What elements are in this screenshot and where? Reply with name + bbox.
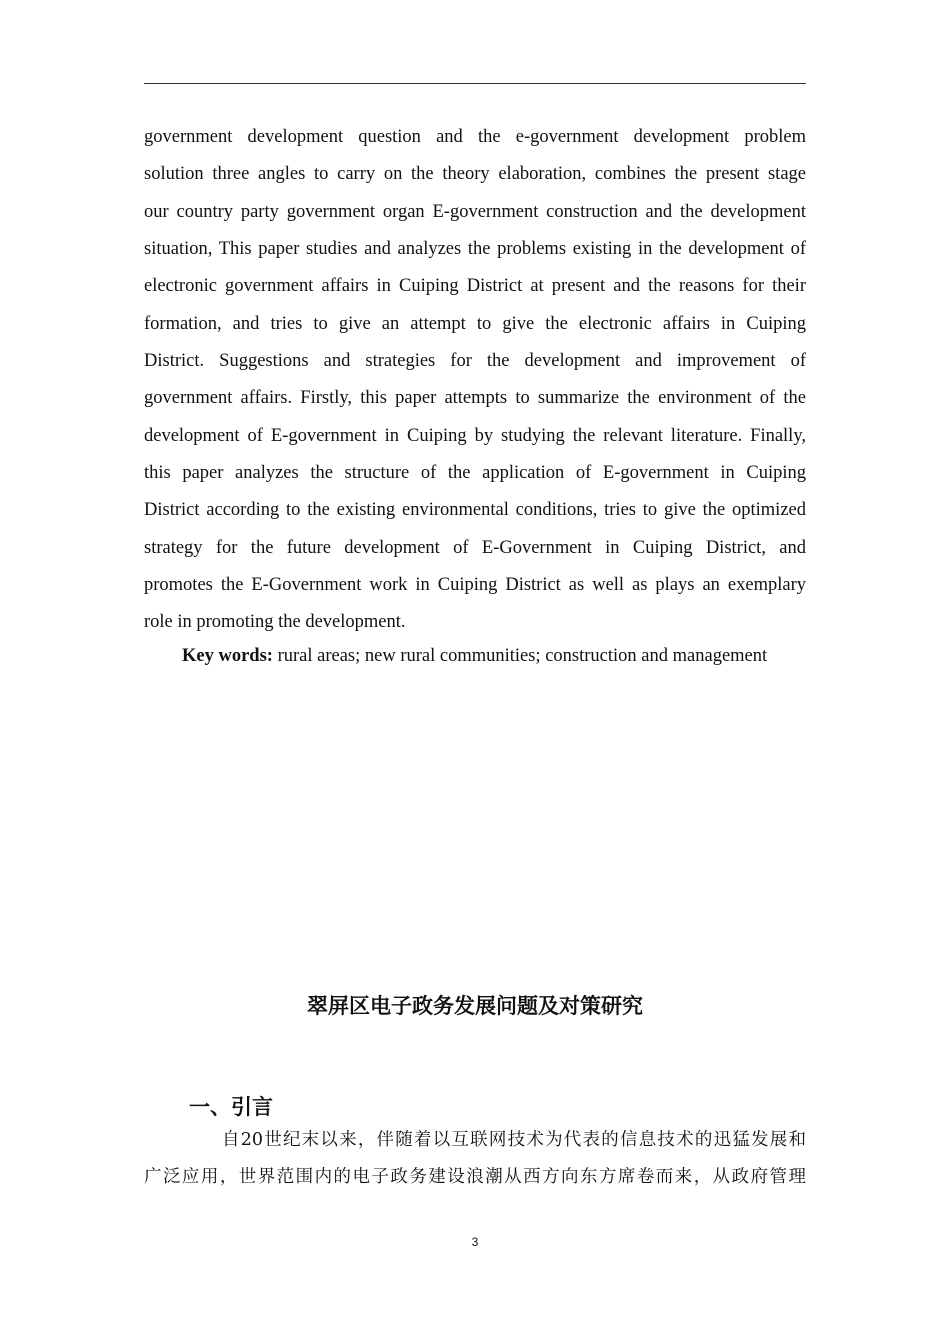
abstract-line: government development question and the e-government development problem: [144, 127, 806, 147]
abstract-line: development of E-government in Cuiping by studying the relevant literature. Finally,: [144, 425, 806, 446]
intro-paragraph: [144, 1127, 806, 1202]
document-title: 翠屏区电子政务发展问题及对策研究: [307, 994, 643, 1018]
abstract-line: District. Suggestions and strategies for the development and improvement of: [144, 351, 806, 372]
abstract-line: solution three angles to carry on the theory elaboration, combines the present stage: [144, 164, 806, 185]
keywords: [182, 646, 767, 667]
abstract-line: government affairs. Firstly, this paper attempts to summarize the environment of the: [144, 388, 806, 409]
abstract-line: role in promoting the development.: [144, 612, 406, 633]
keywords-label: Key words:: [182, 646, 273, 666]
page-number: 3: [471, 1235, 479, 1249]
intro-line: 广泛应用，世界范围内的电子政务建设浪潮从西方向东方席卷而来，从政府管理: [144, 1167, 806, 1188]
abstract-line: situation, This paper studies and analyzes the problems existing in the development of: [144, 239, 806, 260]
abstract-paragraph: [144, 124, 806, 647]
abstract-line: electronic government affairs in Cuiping District at present and the reasons for their: [144, 276, 806, 297]
abstract-line: strategy for the future development of E-Government in Cuiping District, and: [144, 537, 806, 558]
section-heading: 一、引言: [189, 1095, 273, 1119]
abstract-line: this paper analyzes the structure of the application of E-government in Cuiping: [144, 463, 806, 484]
abstract-line: District according to the existing environmental conditions, tries to give the optimized: [144, 500, 806, 521]
abstract-line: formation, and tries to give an attempt to give the electronic affairs in Cuiping: [144, 313, 806, 334]
header-rule: [144, 83, 806, 84]
keywords-value: rural areas; new rural communities; construction and management: [272, 646, 768, 666]
intro-line: 自20世纪末以来，伴随着以互联网技术为代表的信息技术的迅猛发展和: [222, 1130, 806, 1150]
abstract-line: our country party government organ E-government construction and the development: [144, 201, 806, 222]
abstract-line: promotes the E-Government work in Cuiping District as well as plays an exemplary: [144, 575, 806, 596]
